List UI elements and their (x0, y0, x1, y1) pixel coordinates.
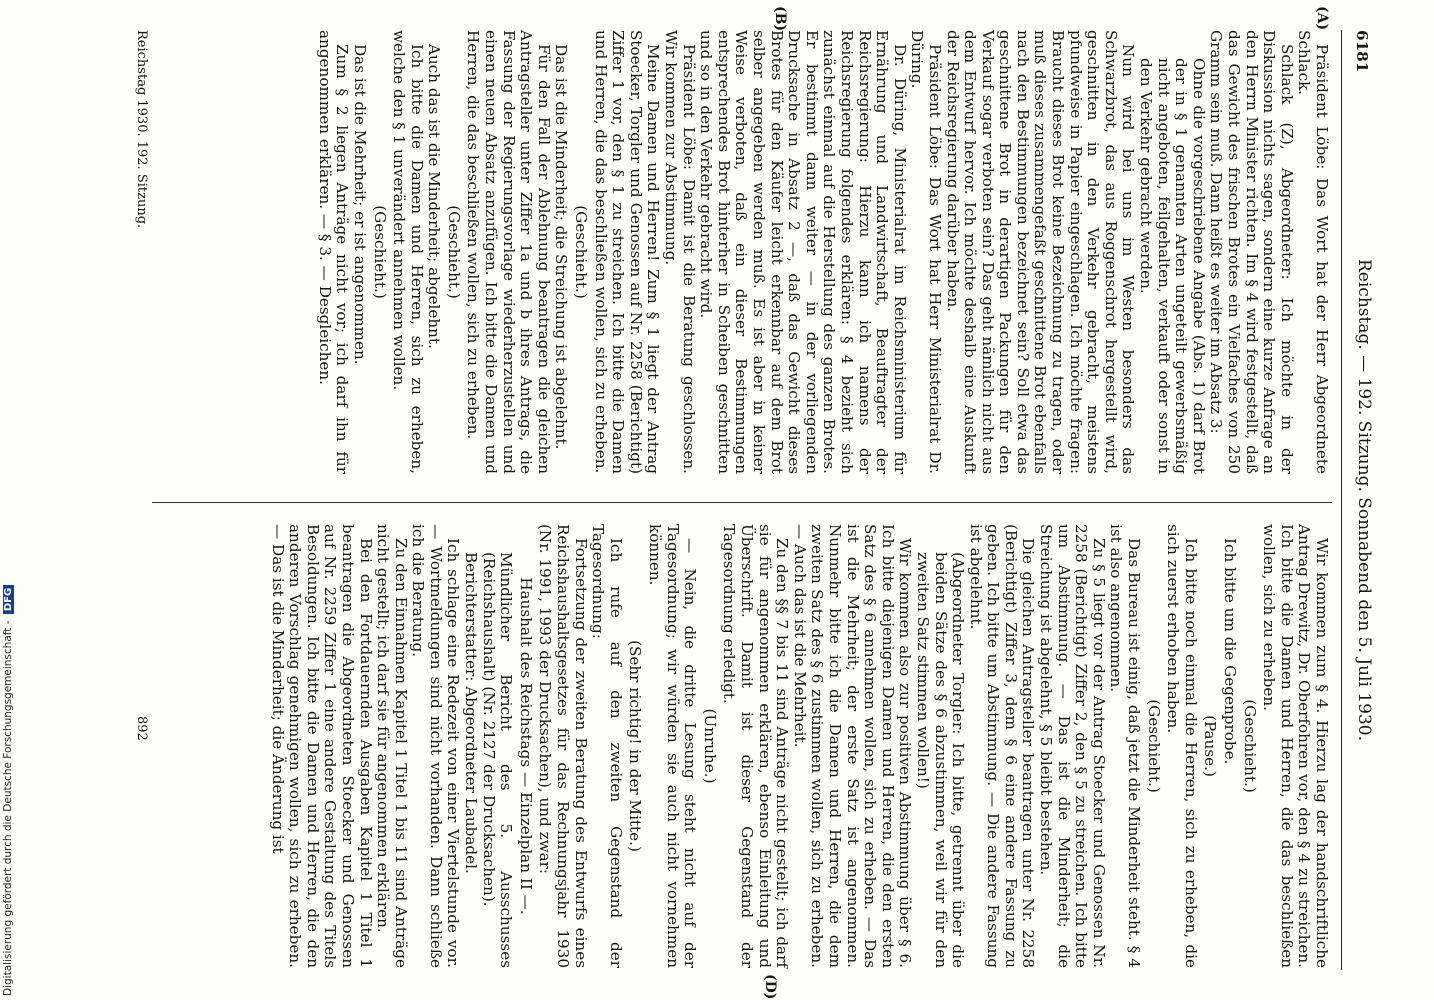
footer-page-number: 892 (134, 716, 149, 741)
paragraph: Das Bureau ist einig, daß jetzt die Minderheit steht. § 4 ist also angenommen. (1107, 524, 1144, 968)
paragraph: Schlack (Z), Abgeordneter: Ich möchte in der Diskussion nichts sagen, sondern eine kurze Anfrage an den Herrn Minister richten. Im § 4 wird festgestellt, daß das Gewicht des frischen Brotes ein Vielfaches von 250 Gramm sein muß. Dann heißt es weiter im Absatz 3: (1207, 30, 1296, 474)
paragraph: Ohne die vorgeschriebene Angabe (Abs. 1) darf Brot der in § 1 genannten Arten ungeteilt gewerbsmäßig nicht angeboten, feilgehalten, verkauft oder sonst in den Verkehr gebracht werden. (1137, 58, 1208, 474)
header-page-number: 6181 (1353, 30, 1371, 73)
paragraph: Berichterstatter: Abgeordneter Laubadel. (462, 552, 481, 874)
margin-mark-d: (D) (762, 974, 778, 1000)
interjection: (Geschieht.) (370, 205, 389, 299)
interjection: (Geschieht.) (444, 205, 463, 299)
paragraph: Präsident Löbe: Das Wort hat der Herr Abgeordnete Schlack. (1295, 30, 1331, 474)
paragraph: Zu den Einnahmen Kapitel 1 Titel 1 bis 11 sind Anträge nicht gestellt; ich darf sie für angenommen erklären. (374, 524, 410, 968)
paragraph: Das ist die Mehrheit; er ist angenommen. (350, 44, 369, 365)
page-header (1341, 30, 1378, 970)
dfg-logo: DFG (3, 585, 14, 614)
paragraph: Ich bitte um die Gegenprobe. (1221, 538, 1240, 765)
paragraph: Ich bitte die Damen und Herren, sich zu erheben, welche den § 1 unverändert annehmen wollen. (390, 30, 426, 474)
paragraph: Fortsetzung der zweiten Beratung des Entwurfs eines Reichshaushaltsgesetzes für das Rechnungsjahr 1930 (Nr. 1991, 1993 der Drucksachen), und zwar: (536, 524, 590, 968)
interjection: (Geschieht.) (1144, 699, 1163, 793)
margin-mark-b: (B) (772, 6, 788, 32)
paragraph: Wir kommen zum § 4. Hierzu lag der handschriftliche Antrag Drewitz, Dr. Oberfohren vor, den § 4 zu streichen. Ich bitte die Damen und Herren, die das beschließen wollen, sich zu erheben. (1260, 524, 1331, 968)
paragraph: Ich bitte noch einmal die Herren, sich zu erheben, die sich zuerst erhoben haben. (1164, 524, 1200, 968)
credit-text: Digitalisierung gefördert durch die Deutsche Forschungsgemeinschaft - (2, 620, 14, 996)
paragraph: Ich schlage eine Redezeit von einer Viertelstunde vor. — Wortmeldungen sind nicht vorhanden. Dann schließe ich die Beratung. (409, 524, 463, 968)
paragraph: Ich rufe auf den zweiten Gegenstand der Tagesordnung: (589, 524, 625, 968)
paragraph: Die gleichen Antragsteller beantragen unter Nr. 2258 (Berichtigt) Ziffer 3, dem § 6 eine andere Fassung zu geben. Ich bitte um Abstimmung. — Die andere Fassung ist abgelehnt. (966, 524, 1038, 968)
paragraph: Bei den Fortdauernden Ausgaben Kapitel 1 Titel 1 beantragen die Abgeordneten Stoecker und Genossen auf Nr. 2259 Ziffer 1 eine andere Gestaltung des Titels Besoldungen. Ich bitte die Damen und Herren, die den anderen Vorschlag genehmigen wollen, sich zu erheben. — Das ist die Minderheit; die Änderung ist (268, 524, 375, 968)
paragraph: (Abgeordneter Torgler: Ich bitte, getrennt über die beiden Sätze des § 6 abzustimmen, weil wir für den zweiten Satz stimmen wollen!) (913, 552, 968, 968)
column-divider (152, 502, 1332, 503)
paragraph: Präsident Löbe: Das Wort hat Herr Ministerialrat Dr. Düring. (908, 30, 944, 474)
interjection: (Unruhe.) (700, 708, 719, 784)
footer-session-note: Reichstag 1930. 192. Sitzung. (134, 30, 149, 229)
interjection: (Geschieht.) (1240, 699, 1259, 793)
paragraph: Zu den §§ 7 bis 11 sind Anträge nicht gestellt; ich darf sie für angenommen erklären, ebenso Einleitung und Überschrift. Damit ist dieser Gegenstand der Tagesordnung erledigt. (720, 524, 792, 968)
paragraph: Mündlicher Bericht des 5. Ausschusses (Reichshaushalt) (Nr. 2127 der Drucksachen). (479, 552, 516, 968)
rotated-page (78, 6, 1378, 1000)
right-column (268, 524, 1330, 968)
paragraph: Nun wird bei uns im Westen besonders das Schwarzbrot, das aus Roggenschrot hergestellt wird, geschnitten in den Verkehr gebracht, meistens pfundweise in Papier eingeschlagen. Ich möchte fragen: Braucht dieses Brot keine Bezeichnung zu tragen, oder muß dieses zusammengefaßt geschnittene Brot ebenfalls nach den Bestimmungen bezeichnet sein? Soll etwa das geschnittene Brot in derartigen Packungen für den Verkauf sogar verboten sein? Das geht nämlich nicht aus dem Entwurf hervor. Ich möchte deshalb eine Auskunft der Reichsregierung darüber haben. (943, 30, 1138, 474)
interjection: (Geschieht.) (572, 205, 591, 299)
paragraph: Präsident Löbe: Damit ist die Beratung geschlossen. Wir kommen zur Abstimmung. (662, 30, 698, 474)
interjection: (Pause.) (1201, 715, 1220, 777)
paragraph: Wir kommen also zur positiven Abstimmung über § 6. Ich bitte diejenigen Damen und Herren, die den ersten Satz des § 6 annehmen wollen, sich zu erheben. — Das ist die Mehrheit; der erste Satz ist angenommen. Nunmehr bitte ich die Damen und Herren, die dem zweiten Satz des § 6 zustimmen wollen, sich zu erheben. — Auch das ist die Mehrheit. (790, 524, 915, 968)
paragraph: Das ist die Minderheit; die Streichung ist abgelehnt. (552, 44, 571, 450)
paragraph: Zum § 2 liegen Anträge nicht vor; ich darf ihn für angenommen erklären. — § 3. — Desgleichen. (315, 30, 352, 474)
paragraph: Zu § 5 liegt vor der Antrag Stoecker und Genossen Nr. 2258 (Berichtigt) Ziffer 2, den § 5 zu streichen. Ich bitte um Abstimmung. — Das ist die Minderheit; die Streichung ist abgelehnt, § 5 bleibt bestehen. (1037, 524, 1108, 968)
interjection: (Sehr richtig! in der Mitte.) (626, 640, 645, 852)
paragraph: Dr. Düring, Ministerialrat im Reichsministerium für Ernährung und Landwirtschaft, Beauftragter der Reichsregierung: Hierzu kann ich namens der Reichsregierung folgendes erklären: § 4 bezieht sich zunächst einmal auf die Herstellung des ganzen Brotes. Er bestimmt dann weiter — in der vorliegenden Drucksache in Absatz 2 —, daß das Gewicht dieses Brotes für den Käufer leicht erkennbar auf dem Brot selber angegeben werden muß. Es ist aber in keiner Weise verboten, daß ein dieser Bestimmungen entsprechendes Brot hinterher in Scheiben geschnitten und so in den Verkehr gebracht wird. (697, 30, 909, 474)
paragraph: Meine Damen und Herren! Zum § 1 liegt der Antrag Stoecker, Torgler und Genossen auf Nr. 2258 (Berichtigt) Ziffer 1 vor, den § 1 zu streichen. Ich bitte die Damen und Herren, die das beschließen wollen, sich zu erheben. (591, 30, 663, 474)
paragraph: — Nein, die dritte Lesung steht nicht auf der Tagesordnung; wir würden sie auch nicht vornehmen können. (646, 524, 700, 968)
margin-mark-a: (A) (1314, 6, 1330, 31)
interjection: Haushalt des Reichstags — Einzelplan II —. (516, 577, 535, 915)
header-title: Reichstag. — 192. Sitzung. Sonnabend den 5. Juli 1930. (1354, 259, 1374, 741)
paragraph: Für den Fall der Ablehnung beantragen die gleichen Antragsteller unter Ziffer 1a und b ihres Antrags, die Fassung der Regierungsvorlage wiederherzustellen und einen neuen Absatz anzufügen. Ich bitte die Damen und Herren, die das beschließen wollen, sich zu erheben. (464, 30, 553, 474)
left-column (315, 30, 1330, 474)
paragraph: Auch das ist die Minderheit; abgelehnt. (425, 44, 444, 349)
digitization-credit (2, 6, 14, 996)
